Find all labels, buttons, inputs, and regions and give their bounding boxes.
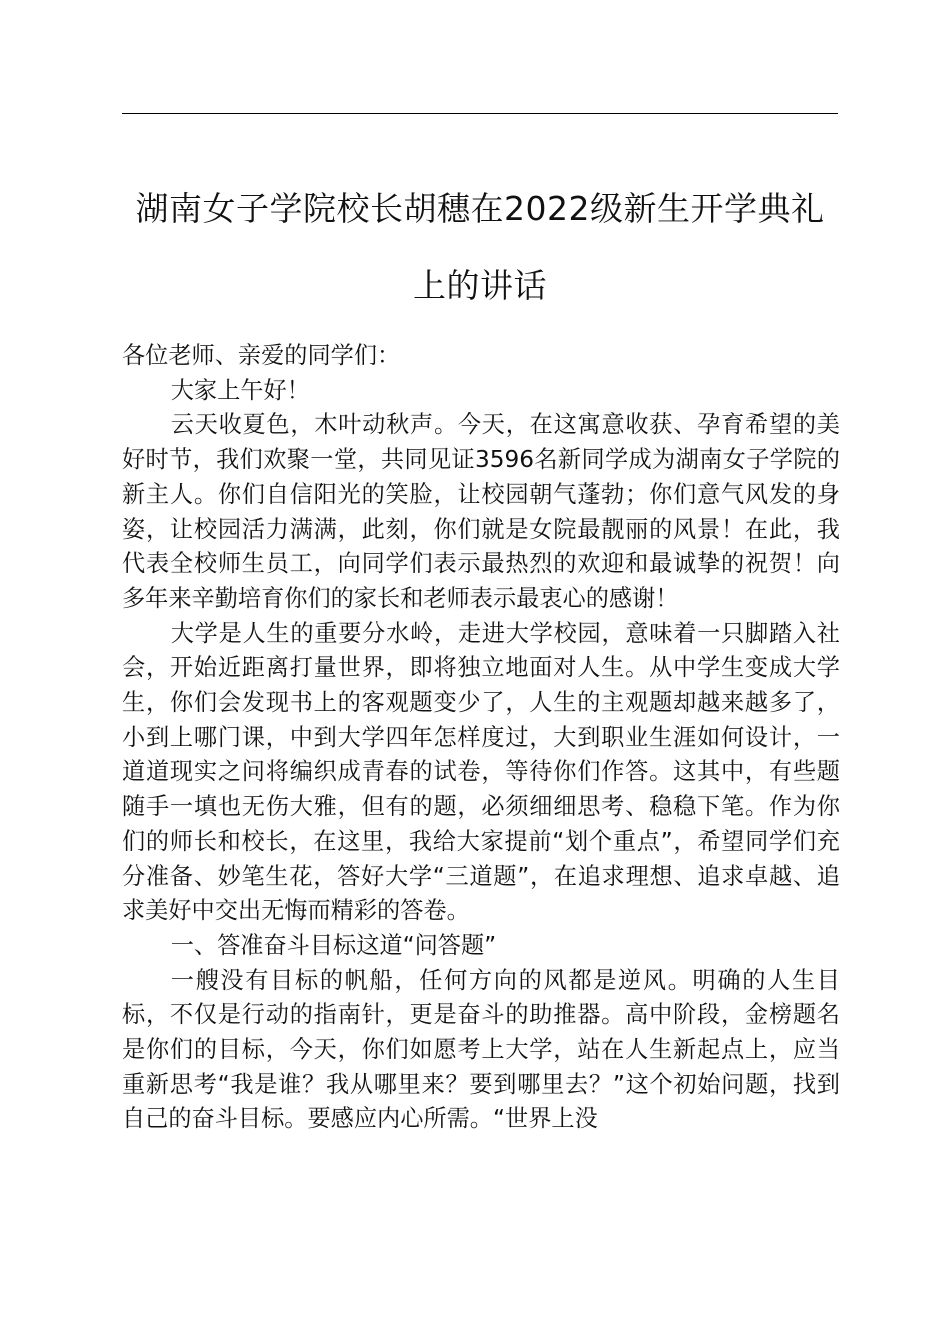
header-rule xyxy=(122,113,838,114)
salutation: 各位老师、亲爱的同学们： xyxy=(122,342,401,369)
paragraph-goals: 一艘没有目标的帆船，任何方向的风都是逆风。明确的人生目标，不仅是行动的指南针，更是奋斗的助推器。高中阶段，金榜题名是你们的目标，今天，你们如愿考上大学，站在人生新起点上，应当重新思考“我是谁？我从哪里来？要到哪里去？”这个初始问题，找到自己的奋斗目标。要感应内心所需。“世界上没 xyxy=(122,966,840,1133)
paragraph-greeting: 大家上午好！ xyxy=(170,376,310,404)
paragraph-welcome: 云天收夏色，木叶动秋声。今天，在这寓意收获、孕育希望的美好时节，我们欢聚一堂，共同见证3596名新同学成为湖南女子学院的新主人。你们自信阳光的笑脸，让校园朝气蓬勃；你们意气风发的身姿，让校园活力满满，此刻，你们就是女院最靓丽的风景！在此，我代表全校师生员工，向同学们表示最热烈的欢迎和最诚挚的祝贺！向多年来辛勤培育你们的家长和老师表示最衷心的感谢！ xyxy=(122,411,840,612)
document-body xyxy=(122,339,840,1137)
document-title: 湖南女子学院校长胡穗在2022级新生开学典礼上的讲话 xyxy=(135,189,825,305)
paragraph-university-life: 大学是人生的重要分水岭，走进大学校园，意味着一只脚踏入社会，开始近距离打量世界，即将独立地面对人生。从中学生变成大学生，你们会发现书上的客观题变少了，人生的主观题却越来越多了，小到上哪门课，中到大学四年怎样度过，大到职业生涯如何设计，一道道现实之问将编织成青春的试卷，等待你们作答。这其中，有些题随手一填也无伤大雅，但有的题，必须细细思考、稳稳下笔。作为你们的师长和校长，在这里，我给大家提前“划个重点”，希望同学们充分准备、妙笔生花，答好大学“三道题”，在追求理想、追求卓越、追求美好中交出无悔而精彩的答卷。 xyxy=(122,619,840,925)
section-heading-1: 一、答准奋斗目标这道“问答题” xyxy=(170,931,497,959)
